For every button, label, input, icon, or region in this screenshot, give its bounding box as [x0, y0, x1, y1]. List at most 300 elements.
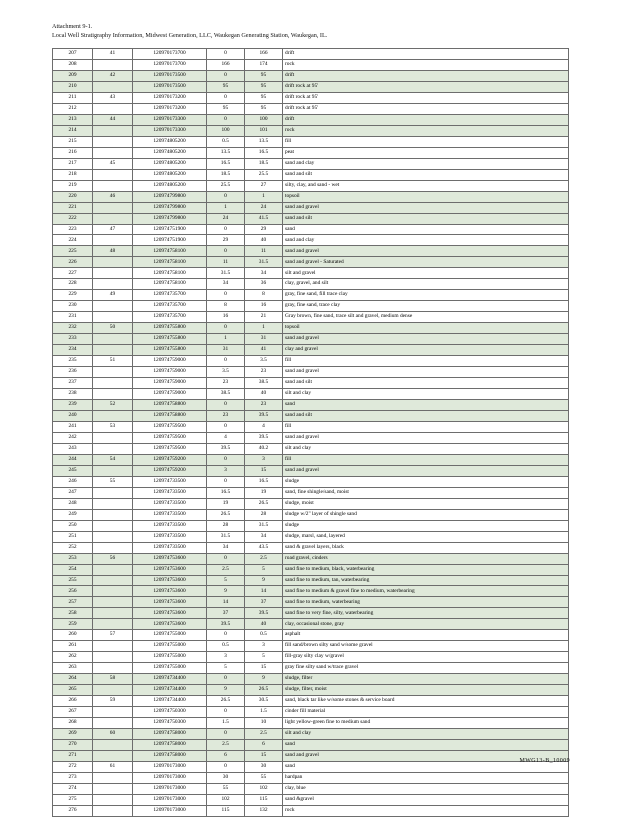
cell-bottom: 0.5 [245, 630, 283, 641]
cell-top: 0.5 [207, 641, 245, 652]
cell-bottom: 39.5 [245, 608, 283, 619]
cell-number: 229 [53, 290, 93, 301]
cell-bottom: 4 [245, 421, 283, 432]
cell-number: 221 [53, 202, 93, 213]
cell-description: sand [283, 740, 569, 751]
cell-top: 55 [207, 783, 245, 794]
cell-well-id: 120974750300 [133, 707, 207, 718]
cell-description: topsoil [283, 191, 569, 202]
cell-group [93, 81, 133, 92]
cell-group: 52 [93, 400, 133, 411]
table-row [53, 246, 569, 257]
cell-top: 16 [207, 312, 245, 323]
cell-bottom: 15 [245, 663, 283, 674]
stratigraphy-table [52, 48, 569, 817]
cell-bottom: 39.5 [245, 432, 283, 443]
cell-number: 234 [53, 345, 93, 356]
cell-description: sand and gravel [283, 246, 569, 257]
cell-description: sludge, filter [283, 674, 569, 685]
cell-description: cinder fill material [283, 707, 569, 718]
cell-description: sand and clay [283, 158, 569, 169]
cell-bottom: 95 [245, 81, 283, 92]
cell-number: 223 [53, 224, 93, 235]
table-row [53, 400, 569, 411]
cell-group [93, 235, 133, 246]
cell-group [93, 213, 133, 224]
table-row [53, 751, 569, 762]
cell-top: 34 [207, 279, 245, 290]
cell-group [93, 641, 133, 652]
cell-bottom: 55 [245, 772, 283, 783]
cell-number: 267 [53, 707, 93, 718]
cell-well-id: 120974799800 [133, 202, 207, 213]
cell-number: 265 [53, 685, 93, 696]
cell-top: 1.5 [207, 718, 245, 729]
cell-number: 210 [53, 81, 93, 92]
cell-description: gray, fine sand, fill trace clay [283, 290, 569, 301]
table-row [53, 421, 569, 432]
cell-well-id: 120974805200 [133, 169, 207, 180]
table-row [53, 597, 569, 608]
cell-description: hardpan [283, 772, 569, 783]
cell-group: 58 [93, 674, 133, 685]
cell-top: 16.5 [207, 487, 245, 498]
cell-group [93, 136, 133, 147]
cell-bottom: 27 [245, 180, 283, 191]
cell-description: clay and gravel [283, 345, 569, 356]
cell-well-id: 120970173700 [133, 49, 207, 60]
cell-top: 0 [207, 630, 245, 641]
cell-number: 241 [53, 421, 93, 432]
cell-description: asphalt [283, 630, 569, 641]
cell-top: 9 [207, 685, 245, 696]
table-row [53, 652, 569, 663]
cell-number: 207 [53, 49, 93, 60]
cell-bottom: 15 [245, 465, 283, 476]
table-row [53, 191, 569, 202]
table-row [53, 92, 569, 103]
cell-bottom: 38.5 [245, 378, 283, 389]
cell-well-id: 120974733500 [133, 476, 207, 487]
cell-bottom: 11 [245, 246, 283, 257]
cell-bottom: 115 [245, 794, 283, 805]
cell-bottom: 3 [245, 454, 283, 465]
cell-bottom: 9 [245, 674, 283, 685]
cell-bottom: 31.5 [245, 520, 283, 531]
cell-number: 262 [53, 652, 93, 663]
cell-bottom: 2.5 [245, 553, 283, 564]
table-row [53, 586, 569, 597]
cell-description: sludge w/2" layer of shingle sand [283, 509, 569, 520]
cell-description: sand and gravel [283, 202, 569, 213]
table-row [53, 608, 569, 619]
table-row [53, 542, 569, 553]
cell-top: 2.5 [207, 740, 245, 751]
cell-top: 11 [207, 257, 245, 268]
cell-group [93, 169, 133, 180]
cell-bottom: 16.5 [245, 476, 283, 487]
cell-group: 54 [93, 454, 133, 465]
cell-description: silt and clay [283, 389, 569, 400]
table-row [53, 761, 569, 772]
cell-top: 31.5 [207, 268, 245, 279]
cell-number: 251 [53, 531, 93, 542]
cell-bottom: 34 [245, 268, 283, 279]
cell-well-id: 120974759500 [133, 443, 207, 454]
cell-well-id: 120970173200 [133, 103, 207, 114]
cell-well-id: 120974758000 [133, 729, 207, 740]
cell-group [93, 575, 133, 586]
cell-number: 238 [53, 389, 93, 400]
cell-number: 250 [53, 520, 93, 531]
table-row [53, 158, 569, 169]
cell-description: rock [283, 59, 569, 70]
cell-number: 213 [53, 114, 93, 125]
cell-group [93, 367, 133, 378]
cell-description: sand, black tar like w/some stones & service board [283, 696, 569, 707]
cell-bottom: 101 [245, 125, 283, 136]
cell-well-id: 120974733500 [133, 487, 207, 498]
cell-bottom: 9 [245, 575, 283, 586]
cell-description: sludge, marsl, sand, layered [283, 531, 569, 542]
cell-top: 0 [207, 191, 245, 202]
cell-number: 211 [53, 92, 93, 103]
cell-well-id: 120974755000 [133, 641, 207, 652]
cell-number: 245 [53, 465, 93, 476]
cell-group: 47 [93, 224, 133, 235]
cell-number: 269 [53, 729, 93, 740]
table-row [53, 674, 569, 685]
cell-well-id: 120974735700 [133, 290, 207, 301]
table-row [53, 783, 569, 794]
cell-description: sludge [283, 520, 569, 531]
cell-well-id: 120974734400 [133, 696, 207, 707]
table-row [53, 323, 569, 334]
cell-group: 41 [93, 49, 133, 60]
table-row [53, 498, 569, 509]
cell-number: 252 [53, 542, 93, 553]
cell-description: sludge, filter, moist [283, 685, 569, 696]
cell-well-id: 120974735700 [133, 301, 207, 312]
cell-well-id: 120974753600 [133, 553, 207, 564]
cell-well-id: 120974733500 [133, 531, 207, 542]
cell-group [93, 740, 133, 751]
cell-top: 31 [207, 345, 245, 356]
cell-well-id: 120974755000 [133, 630, 207, 641]
cell-bottom: 1 [245, 191, 283, 202]
table-row [53, 718, 569, 729]
cell-well-id: 120974755000 [133, 652, 207, 663]
cell-description: silt and clay [283, 443, 569, 454]
cell-bottom: 5 [245, 652, 283, 663]
cell-number: 214 [53, 125, 93, 136]
cell-top: 14 [207, 597, 245, 608]
table-row [53, 147, 569, 158]
cell-well-id: 120970173000 [133, 772, 207, 783]
cell-top: 34 [207, 542, 245, 553]
cell-group: 50 [93, 323, 133, 334]
table-row [53, 575, 569, 586]
cell-bottom: 10 [245, 718, 283, 729]
cell-well-id: 120974759500 [133, 432, 207, 443]
table-row [53, 641, 569, 652]
cell-well-id: 120974758100 [133, 257, 207, 268]
cell-well-id: 120970173000 [133, 794, 207, 805]
cell-group [93, 147, 133, 158]
cell-number: 256 [53, 586, 93, 597]
cell-top: 13.5 [207, 147, 245, 158]
cell-bottom: 40 [245, 389, 283, 400]
cell-number: 208 [53, 59, 93, 70]
cell-group [93, 268, 133, 279]
cell-description: sand and gravel [283, 465, 569, 476]
cell-top: 16.5 [207, 158, 245, 169]
cell-description: rock [283, 805, 569, 816]
table-row [53, 70, 569, 81]
cell-top: 6 [207, 751, 245, 762]
cell-well-id: 120974759000 [133, 378, 207, 389]
cell-group: 46 [93, 191, 133, 202]
cell-top: 26.5 [207, 696, 245, 707]
cell-well-id: 120974753600 [133, 619, 207, 630]
cell-bottom: 23 [245, 400, 283, 411]
cell-number: 232 [53, 323, 93, 334]
cell-number: 243 [53, 443, 93, 454]
cell-number: 249 [53, 509, 93, 520]
cell-top: 2.5 [207, 564, 245, 575]
cell-description: silt and clay [283, 729, 569, 740]
cell-top: 0 [207, 729, 245, 740]
cell-bottom: 23 [245, 367, 283, 378]
table-row [53, 707, 569, 718]
cell-well-id: 120974753600 [133, 597, 207, 608]
cell-description: sand fine to medium & gravel fine to medium, waterbearing [283, 586, 569, 597]
cell-number: 230 [53, 301, 93, 312]
table-row [53, 180, 569, 191]
cell-well-id: 120974733500 [133, 520, 207, 531]
cell-top: 0 [207, 553, 245, 564]
cell-description: drift rock at 95' [283, 81, 569, 92]
cell-number: 225 [53, 246, 93, 257]
cell-top: 100 [207, 125, 245, 136]
cell-number: 247 [53, 487, 93, 498]
table-row [53, 487, 569, 498]
table-row [53, 268, 569, 279]
cell-group [93, 531, 133, 542]
cell-bottom: 95 [245, 103, 283, 114]
table-row [53, 630, 569, 641]
cell-group [93, 783, 133, 794]
cell-top: 3 [207, 652, 245, 663]
cell-number: 255 [53, 575, 93, 586]
cell-group [93, 772, 133, 783]
cell-top: 28 [207, 520, 245, 531]
cell-number: 222 [53, 213, 93, 224]
cell-bottom: 34 [245, 531, 283, 542]
cell-top: 0 [207, 246, 245, 257]
cell-group [93, 805, 133, 816]
table-row [53, 103, 569, 114]
document-footer: MWG13-B_10009 [519, 758, 570, 764]
cell-group [93, 345, 133, 356]
cell-well-id: 120970173000 [133, 761, 207, 772]
cell-group [93, 498, 133, 509]
cell-group [93, 59, 133, 70]
cell-group: 44 [93, 114, 133, 125]
cell-group [93, 663, 133, 674]
cell-number: 258 [53, 608, 93, 619]
cell-number: 254 [53, 564, 93, 575]
cell-number: 212 [53, 103, 93, 114]
cell-group [93, 410, 133, 421]
table-row [53, 454, 569, 465]
table-row [53, 729, 569, 740]
cell-description: gray, fine sand, trace clay [283, 301, 569, 312]
cell-top: 25.5 [207, 180, 245, 191]
cell-top: 1 [207, 202, 245, 213]
cell-top: 0 [207, 674, 245, 685]
table-row [53, 740, 569, 751]
cell-top: 166 [207, 59, 245, 70]
cell-bottom: 28 [245, 509, 283, 520]
cell-description: sand and gravel - Saturated [283, 257, 569, 268]
cell-well-id: 120974733500 [133, 542, 207, 553]
cell-top: 30 [207, 772, 245, 783]
cell-top: 0 [207, 49, 245, 60]
cell-description: fill-gray silty clay w/gravel [283, 652, 569, 663]
cell-bottom: 19 [245, 487, 283, 498]
cell-well-id: 120974755800 [133, 323, 207, 334]
cell-number: 233 [53, 334, 93, 345]
cell-number: 244 [53, 454, 93, 465]
cell-number: 236 [53, 367, 93, 378]
cell-group [93, 257, 133, 268]
table-row [53, 805, 569, 816]
cell-top: 29 [207, 235, 245, 246]
cell-description: fill [283, 136, 569, 147]
cell-number: 217 [53, 158, 93, 169]
cell-well-id: 120974758800 [133, 410, 207, 421]
cell-group: 43 [93, 92, 133, 103]
table-row [53, 685, 569, 696]
cell-group [93, 608, 133, 619]
cell-description: drift rock at 95' [283, 92, 569, 103]
cell-description: sand fine to medium, black, waterbearing [283, 564, 569, 575]
cell-bottom: 41 [245, 345, 283, 356]
cell-top: 0 [207, 92, 245, 103]
cell-bottom: 39.5 [245, 410, 283, 421]
cell-description: sand fine to medium, waterbearing [283, 597, 569, 608]
cell-top: 38.5 [207, 389, 245, 400]
cell-top: 0 [207, 476, 245, 487]
table-row [53, 81, 569, 92]
cell-top: 0 [207, 400, 245, 411]
table-row [53, 49, 569, 60]
cell-bottom: 3 [245, 641, 283, 652]
cell-bottom: 30.5 [245, 696, 283, 707]
table-row [53, 345, 569, 356]
cell-group [93, 520, 133, 531]
cell-top: 37 [207, 608, 245, 619]
cell-group [93, 103, 133, 114]
cell-group [93, 718, 133, 729]
cell-number: 246 [53, 476, 93, 487]
table-row [53, 410, 569, 421]
table-row [53, 520, 569, 531]
cell-top: 102 [207, 794, 245, 805]
cell-well-id: 120974805200 [133, 158, 207, 169]
cell-description: sludge [283, 476, 569, 487]
cell-well-id: 120974805200 [133, 180, 207, 191]
cell-number: 266 [53, 696, 93, 707]
cell-well-id: 120974758000 [133, 740, 207, 751]
cell-well-id: 120974734400 [133, 674, 207, 685]
cell-bottom: 14 [245, 586, 283, 597]
cell-bottom: 25.5 [245, 169, 283, 180]
table-row [53, 432, 569, 443]
cell-group: 60 [93, 729, 133, 740]
cell-top: 24 [207, 213, 245, 224]
cell-top: 0.5 [207, 136, 245, 147]
cell-number: 276 [53, 805, 93, 816]
cell-top: 95 [207, 81, 245, 92]
cell-number: 235 [53, 356, 93, 367]
cell-description: silty, clay, and sand - wet [283, 180, 569, 191]
cell-well-id: 120974759200 [133, 454, 207, 465]
table-row [53, 59, 569, 70]
cell-top: 3.5 [207, 367, 245, 378]
cell-description: drift [283, 70, 569, 81]
cell-description: fill [283, 356, 569, 367]
cell-bottom: 40.2 [245, 443, 283, 454]
table-row [53, 301, 569, 312]
cell-top: 0 [207, 707, 245, 718]
cell-description: drift [283, 114, 569, 125]
cell-bottom: 40 [245, 235, 283, 246]
cell-top: 0 [207, 70, 245, 81]
cell-top: 4 [207, 432, 245, 443]
cell-group [93, 334, 133, 345]
table-row [53, 125, 569, 136]
cell-bottom: 1 [245, 323, 283, 334]
cell-top: 0 [207, 114, 245, 125]
cell-top: 5 [207, 575, 245, 586]
cell-top: 8 [207, 301, 245, 312]
cell-number: 272 [53, 761, 93, 772]
cell-well-id: 120974758100 [133, 268, 207, 279]
cell-description: sludge, moist [283, 498, 569, 509]
cell-top: 31.5 [207, 531, 245, 542]
cell-bottom: 26.5 [245, 498, 283, 509]
cell-bottom: 6 [245, 740, 283, 751]
cell-bottom: 24 [245, 202, 283, 213]
cell-number: 231 [53, 312, 93, 323]
cell-well-id: 120970173000 [133, 783, 207, 794]
cell-number: 242 [53, 432, 93, 443]
cell-description: fill [283, 421, 569, 432]
table-row [53, 334, 569, 345]
cell-description: rock [283, 125, 569, 136]
table-row [53, 476, 569, 487]
cell-top: 0 [207, 421, 245, 432]
cell-description: sand and silt [283, 378, 569, 389]
cell-number: 237 [53, 378, 93, 389]
cell-description: sand [283, 224, 569, 235]
cell-number: 209 [53, 70, 93, 81]
table-row [53, 389, 569, 400]
cell-bottom: 174 [245, 59, 283, 70]
cell-description: sand fine to very fine, silty, waterbearing [283, 608, 569, 619]
